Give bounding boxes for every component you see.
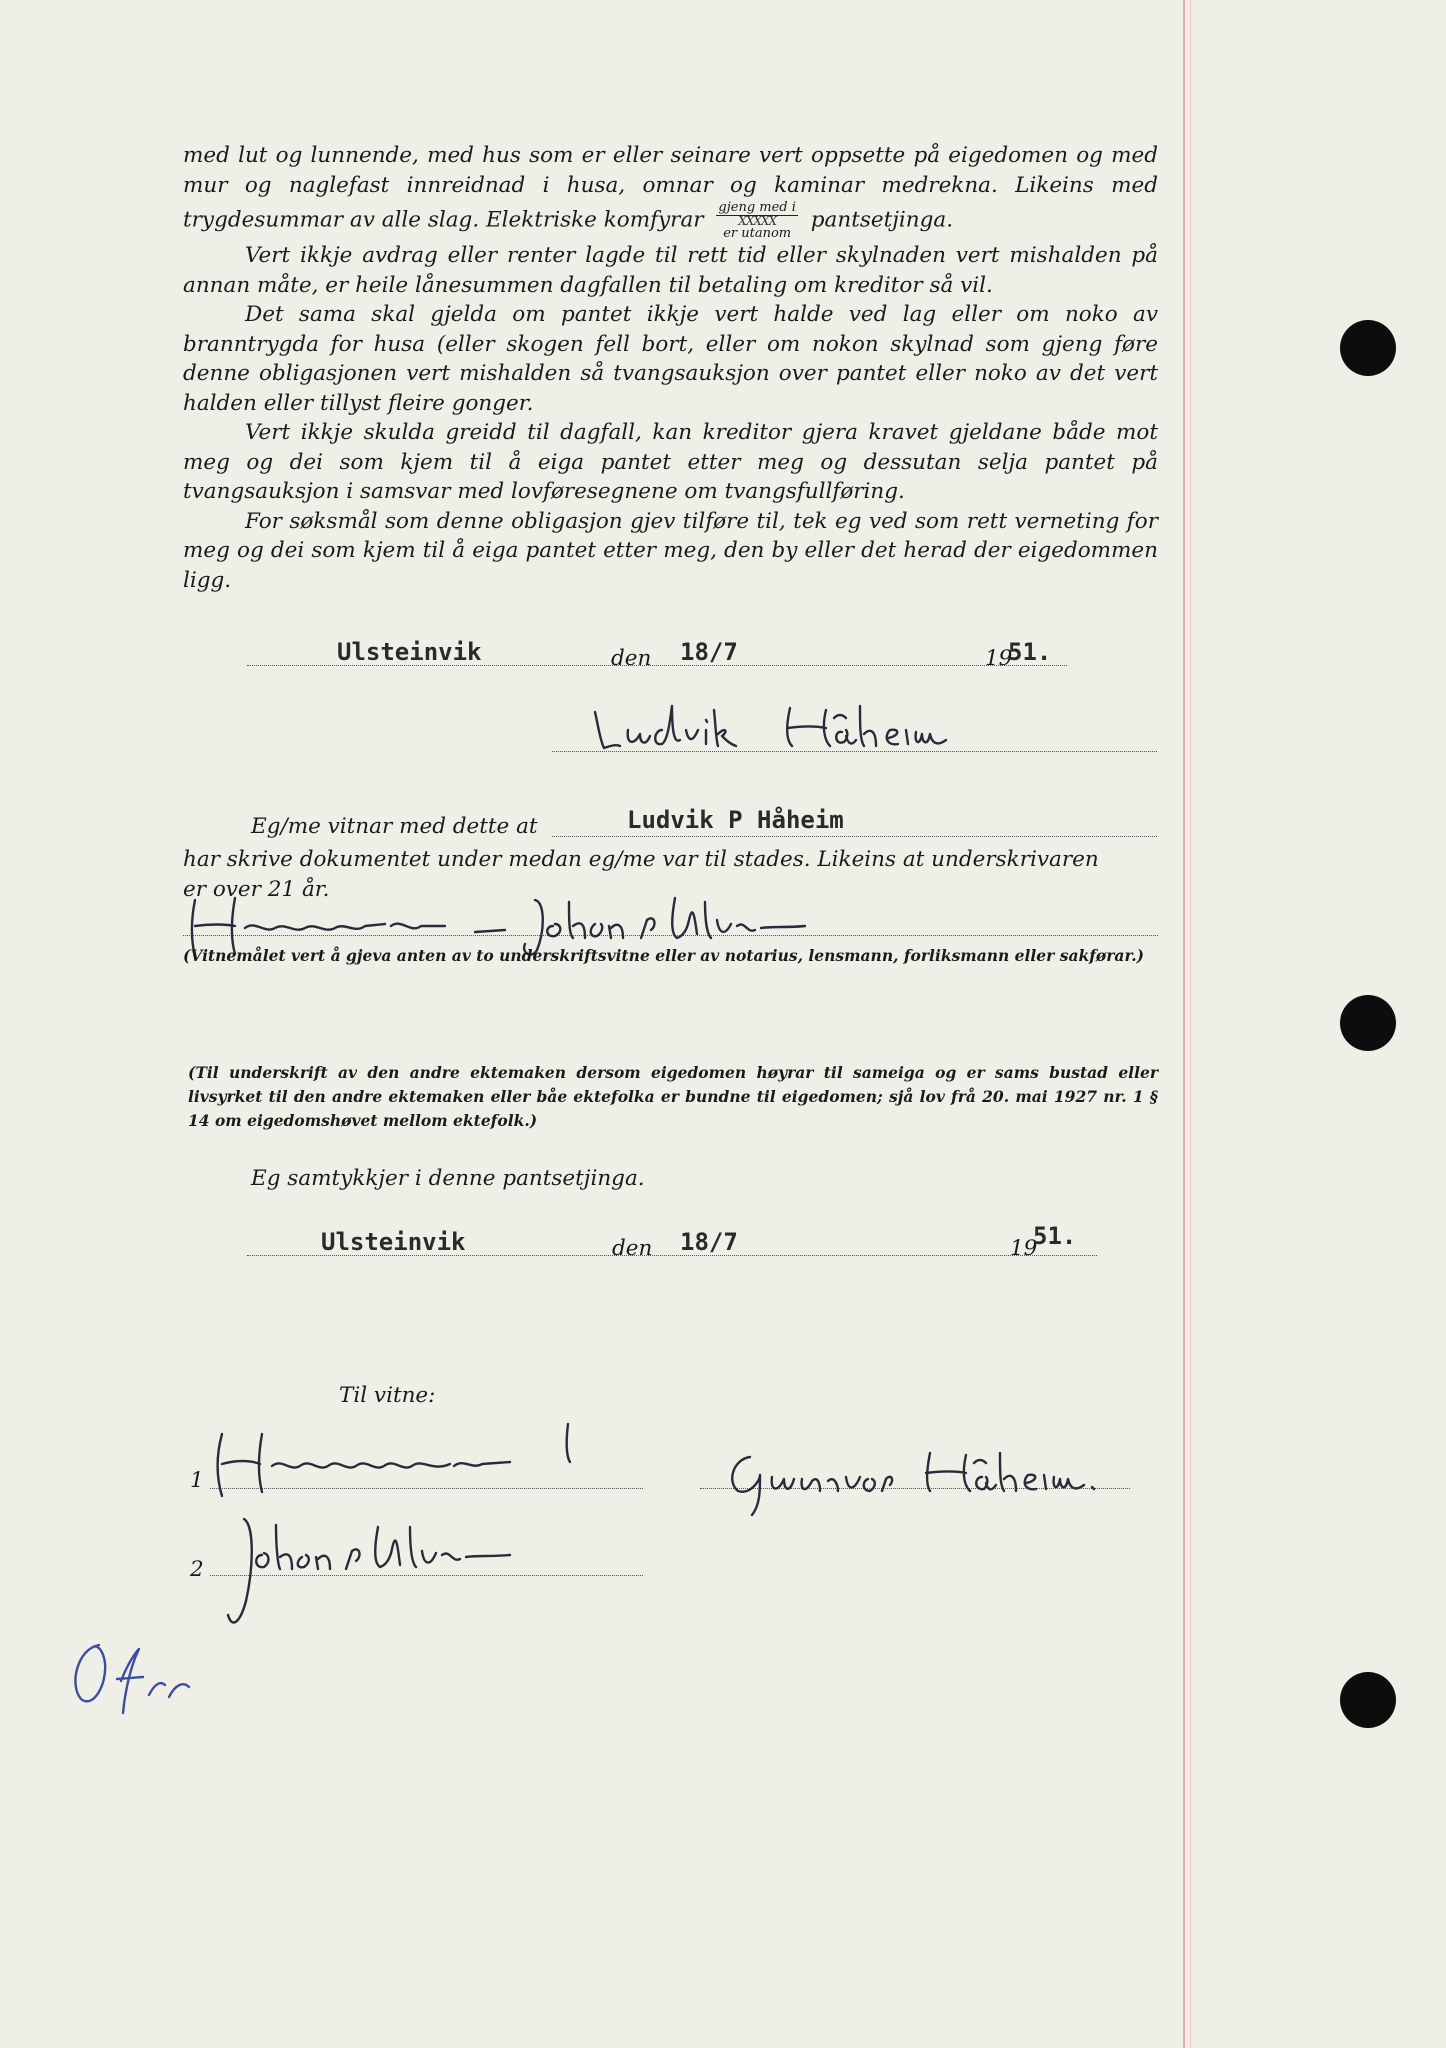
paragraph-2: Vert ikkje avdrag eller renter lagde til rett tid eller skylnaden vert mishalden på annan måte, er heile lånesummen dagfallen til betaling om kreditor så vil. [183, 243, 1158, 298]
til-vitne-label: Til vitne: [339, 1383, 436, 1408]
body-text [183, 141, 1158, 595]
witness-rule [552, 836, 1157, 837]
spouse-signature-gunnvor-haheim [720, 1445, 1140, 1515]
paragraph-5: For søksmål som denne obligasjon gjev tilføre til, tek eg ved som rett verneting for meg og dei som kjem til å eiga pantet etter meg, den by eller det herad der eigedommen ligg. [183, 508, 1158, 593]
paragraph-1 [183, 141, 1158, 241]
date-2-date: 18/7 [680, 1228, 738, 1256]
date-1-date: 18/7 [680, 638, 738, 666]
witness-text-1: har skrive dokumentet under medan eg/me var til stades. Likeins at underskrivaren [183, 847, 1099, 872]
date-2-place: Ulsteinvik [321, 1228, 466, 1256]
fraction-bottom: er utanom [723, 226, 792, 241]
date-2-year-suffix: 51. [1033, 1222, 1077, 1250]
witness-1-signature [210, 1420, 630, 1500]
fraction-choice [716, 200, 798, 241]
punch-hole-top [1340, 320, 1396, 376]
witness-text-2: er over 21 år. [183, 877, 330, 902]
date-1-den-label: den [611, 646, 652, 671]
witness-2-signature [210, 1505, 630, 1635]
date-1-year-suffix: 51. [1008, 638, 1052, 666]
margin-initials [65, 1635, 205, 1715]
paragraph-4: Vert ikkje skulda greidd til dagfall, kan kreditor gjera kravet gjeldane både mot meg og dei som kjem til å eiga pantet etter meg og dessutan selja pantet på tvangsauksjon i samsvar med lovføresegnene om tvangsfullføring. [183, 420, 1158, 504]
paragraph-3: Det sama skal gjelda om pantet ikkje vert halde ved lag eller om noko av branntrygda for husa (eller skogen fell bort, eller om nokon skylnad som gjeng føre denne obligasjonen vert mishalden så tvangsauksjon over pantet eller noko av det vert halden eller tillyst fleire gonger. [183, 302, 1158, 416]
witness-note: (Vitnemålet vert å gjeva anten av to underskriftsvitne eller av notarius, lensmann, forliksmann eller sakførar.) [183, 946, 1144, 965]
fraction-strikeout: XXXXX [738, 214, 777, 228]
date-1-place: Ulsteinvik [337, 638, 482, 666]
consent-text: Eg samtykkjer i denne pantsetjinga. [251, 1166, 645, 1191]
punch-hole-middle [1340, 995, 1396, 1051]
date-1-year-prefix: 19 [985, 646, 1013, 671]
date-2-den-label: den [612, 1236, 653, 1261]
witness-label: Eg/me vitnar med dette at [251, 814, 538, 839]
margin-rule-secondary [1190, 0, 1191, 2048]
paragraph-1-text: med lut og lunnende, med hus som er eller seinare vert oppsette på eigedomen og med mur og naglefast innreidnad i husa, omnar og kaminar medrekna. Likeins med trygdesummar av alle slag. Elektriske komfyrar [183, 143, 1158, 233]
punch-hole-bottom [1340, 1672, 1396, 1728]
witness-name: Ludvik P Håheim [627, 806, 844, 834]
date-2-year-prefix: 19 [1010, 1236, 1038, 1261]
witness-number-1: 1 [190, 1468, 204, 1493]
fraction-top: gjeng med i [718, 200, 796, 215]
spouse-note [188, 1061, 1158, 1133]
margin-rule [1183, 0, 1185, 2048]
witness-number-2: 2 [190, 1557, 204, 1582]
paragraph-1-end: pantsetjinga. [810, 207, 954, 233]
spouse-note-text: (Til underskrift av den andre ektemaken dersom eigedomen høyrar til sameiga og er sams bustad eller livsyrket til den andre ektemaken eller båe ektefolka er bundne til eigedomen; sjå lov frå 20. mai 1927 nr. 1 § 14 om eigedomshøvet mellom ektefolk.) [188, 1063, 1158, 1130]
signature-ludvik-haheim [590, 700, 1030, 760]
